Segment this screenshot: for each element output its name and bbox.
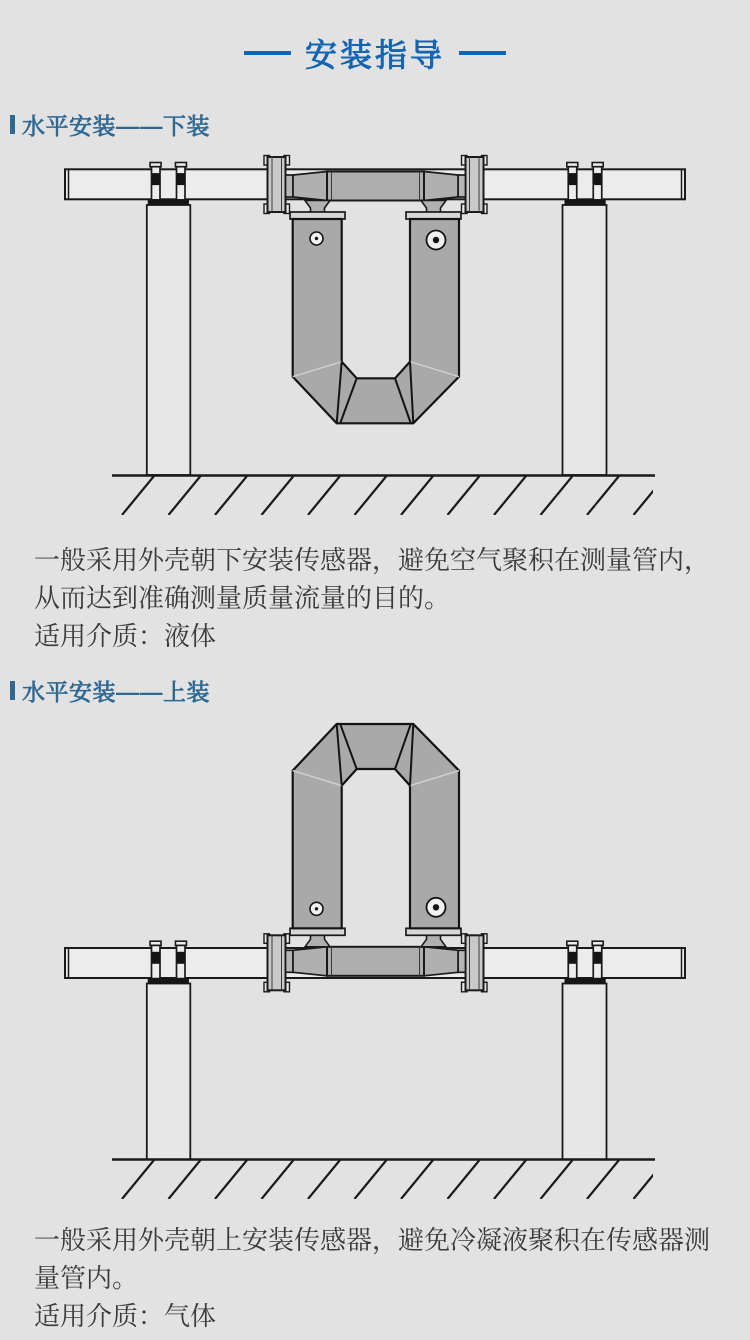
diagram-top-mount [65,724,685,1199]
support-column-right [563,984,607,1160]
description-top-mount [34,1221,710,1335]
ground-hatching [112,476,655,516]
title-dash-left [244,51,291,55]
section-heading-text: 水平安装——下装 [22,113,210,139]
heading-accent-bar [10,115,15,134]
page-title: 安装指导 [304,37,445,73]
support-column-right [563,205,607,475]
heading-accent-bar [10,681,15,700]
section-heading-top-mount [10,674,210,707]
flowmeter-sensor-down [264,156,487,424]
flowmeter-sensor-up [264,724,487,992]
description-line: 适用介质：气体 [34,1301,217,1331]
description-line: 一般采用外壳朝上安装传感器，避免冷凝液聚积在传感器测 [34,1225,711,1255]
description-bottom-mount [34,541,710,655]
page-title-row [0,30,750,76]
description-line: 一般采用外壳朝下安装传感器，避免空气聚积在测量管内， [34,545,711,575]
diagram-bottom-mount [65,156,685,516]
support-column-left [147,984,191,1160]
section-heading-bottom-mount [10,108,210,141]
description-line: 从而达到准确测量质量流量的目的。 [34,583,451,613]
title-dash-right [459,51,506,55]
section-heading-text: 水平安装——上装 [22,679,210,705]
support-column-left [147,205,191,475]
ground-hatching [112,1160,655,1200]
description-line: 适用介质：液体 [34,621,217,651]
description-line: 量管内。 [34,1263,139,1293]
